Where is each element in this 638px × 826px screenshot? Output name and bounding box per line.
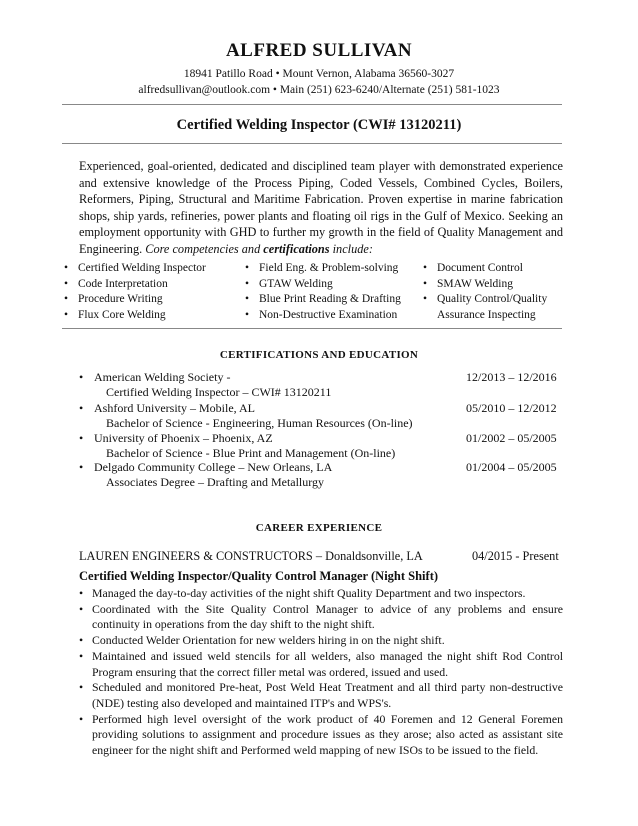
employment-dates: 04/2015 - Present (472, 549, 559, 563)
competency-item: • Procedure Writing (64, 292, 234, 308)
career-heading: CAREER EXPERIENCE (255, 522, 383, 534)
competency-item: • Quality Control/Quality Assurance Inspecting (423, 292, 568, 323)
summary-text: Experienced, goal-oriented, dedicated and disciplined team player with demonstrated experience and extensive knowledge of the Process Piping, Coded Vessels, Combined Cycles, Boilers, Reformers, Piping, Structural and Maritime Fabrication. Proven expertise in marine fabrication shops, ship yards, refineries, power plants and floating oil rigs in the Gulf of Mexico. Seeking an employment opportunity with GHD to further my growth in the field of Quality Management and Engineering. (79, 159, 563, 256)
divider (62, 104, 562, 105)
company-name: LAUREN ENGINEERS & CONSTRUCTORS – Donaldsonville, LA (79, 549, 423, 563)
competency-item: • SMAW Welding (423, 277, 568, 293)
competency-column-2 (245, 261, 423, 323)
duty-item: • Performed high level oversight of the work product of 40 Foremen and 12 General Foremen providing solutions to assignment and procedure issues as they arose; also acted as assistant site engineer for the night shift and Performed weld mapping of new ISOs to be issued to the field. (79, 712, 563, 759)
cert-date: 01/2002 – 05/2005 (466, 431, 557, 445)
competency-item: • GTAW Welding (245, 277, 423, 293)
duty-item: • Maintained and issued weld stencils for all welders, also managed the night shift Rod Control Program ensuring that the correct filler metal was ordered, issued and used. (79, 649, 563, 680)
divider (62, 328, 562, 329)
competency-item: • Document Control (423, 261, 568, 277)
competency-column-3 (423, 261, 568, 323)
duty-item: • Conducted Welder Orientation for new welders hiring in on the night shift. (79, 633, 563, 649)
duty-item: • Scheduled and monitored Pre-heat, Post Weld Heat Treatment and all third party non-destructive (NDE) testing also developed and maintained ITP's and WPS's. (79, 680, 563, 711)
competency-item: • Field Eng. & Problem-solving (245, 261, 423, 277)
bullet: • (79, 460, 84, 474)
summary-italic-1: Core competencies and (145, 241, 261, 256)
certifications-heading: CERTIFICATIONS AND EDUCATION (219, 349, 419, 361)
divider (62, 143, 562, 144)
cert-credential: Certified Welding Inspector – CWI# 13120211 (106, 385, 332, 399)
cert-credential: Associates Degree – Drafting and Metallurgy (106, 475, 325, 489)
competency-item: • Certified Welding Inspector (64, 261, 234, 277)
candidate-name: ALFRED SULLIVAN (225, 40, 413, 61)
contact-line: alfredsullivan@outlook.com • Main (251) 623-6240/Alternate (251) 581-1023 (138, 84, 500, 96)
bullet: • (79, 431, 84, 445)
duties-list (79, 586, 563, 759)
job-title: Certified Welding Inspector/Quality Control Manager (Night Shift) (79, 569, 439, 583)
cert-institution: Ashford University – Mobile, AL (94, 401, 255, 415)
bullet: • (79, 370, 84, 384)
duty-item: • Managed the day-to-day activities of the night shift Quality Department and two inspectors. (79, 586, 563, 602)
bullet: • (79, 401, 84, 415)
summary-italic-2: include: (332, 241, 373, 256)
cert-institution: American Welding Society - (94, 370, 231, 384)
headline: Certified Welding Inspector (CWI# 13120211) (176, 117, 462, 133)
cert-credential: Bachelor of Science - Blue Print and Management (On-line) (106, 446, 396, 460)
cert-date: 12/2013 – 12/2016 (466, 370, 557, 384)
address-line: 18941 Patillo Road • Mount Vernon, Alabama 36560-3027 (183, 68, 455, 80)
competency-item: • Code Interpretation (64, 277, 234, 293)
summary-italic-bold: certifications (263, 241, 330, 256)
competency-item: • Flux Core Welding (64, 308, 234, 324)
competency-column-1 (64, 261, 234, 323)
duty-item: • Coordinated with the Site Quality Control Manager to advice of any problems and ensure continuity in operations from the day shift to the night shift. (79, 602, 563, 633)
professional-summary (79, 158, 563, 257)
cert-date: 01/2004 – 05/2005 (466, 460, 557, 474)
cert-institution: Delgado Community College – New Orleans, LA (94, 460, 333, 474)
competency-item: • Non-Destructive Examination (245, 308, 423, 324)
cert-credential: Bachelor of Science - Engineering, Human Resources (On-line) (106, 416, 413, 430)
cert-date: 05/2010 – 12/2012 (466, 401, 557, 415)
cert-institution: University of Phoenix – Phoenix, AZ (94, 431, 273, 445)
competency-item: • Blue Print Reading & Drafting (245, 292, 423, 308)
